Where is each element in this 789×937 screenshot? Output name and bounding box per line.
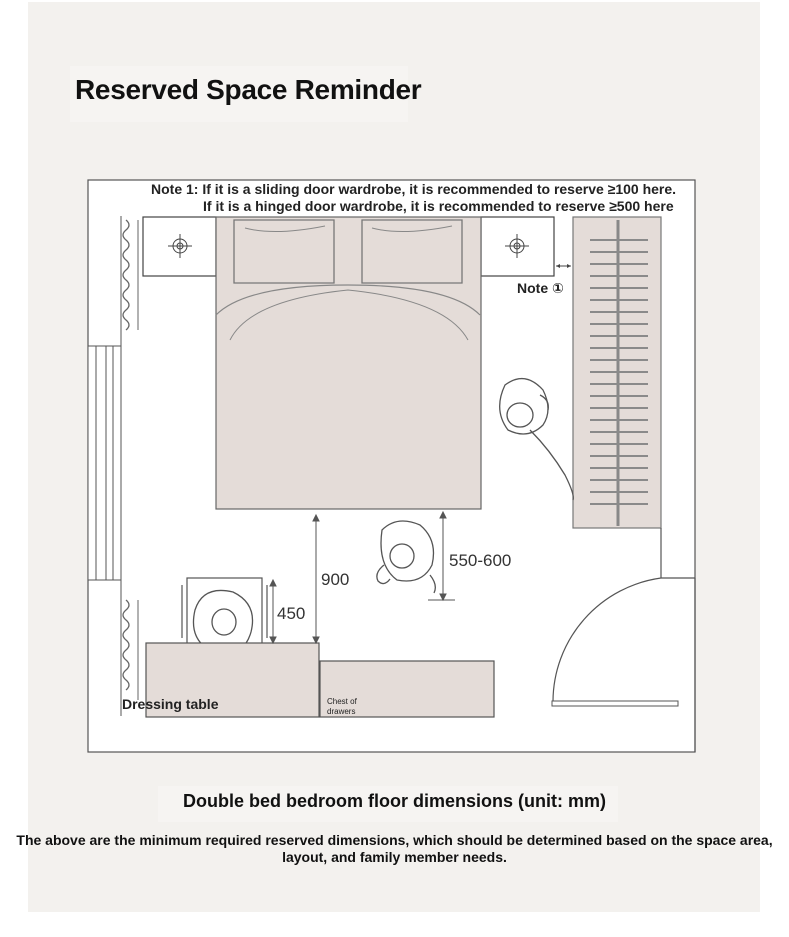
dim-900-label: 900 [321, 570, 350, 589]
chest-label: Chest of drawers [327, 697, 357, 716]
dim-450-label: 450 [277, 604, 306, 623]
diagram-caption: Double bed bedroom floor dimensions (unit: mm) [183, 791, 606, 811]
note1-line1: Note 1: If it is a sliding door wardrobe, it is recommended to reserve ≥100 here. [151, 181, 677, 197]
nightstand-left [143, 217, 216, 276]
dim-550-label: 550-600 [449, 551, 512, 570]
note-marker: Note ① [517, 280, 564, 296]
page-title: Reserved Space Reminder [75, 74, 422, 105]
nightstand-right [481, 217, 554, 276]
note1-line2: If it is a hinged door wardrobe, it is recommended to reserve ≥500 here [203, 198, 674, 214]
dressing-table-label: Dressing table [122, 696, 219, 712]
window [88, 346, 121, 580]
double-bed [216, 217, 481, 509]
diagram-description: The above are the minimum required reserved dimensions, which should be determined based on the space area, layout, and family member needs. [16, 832, 773, 865]
wardrobe [573, 217, 661, 528]
